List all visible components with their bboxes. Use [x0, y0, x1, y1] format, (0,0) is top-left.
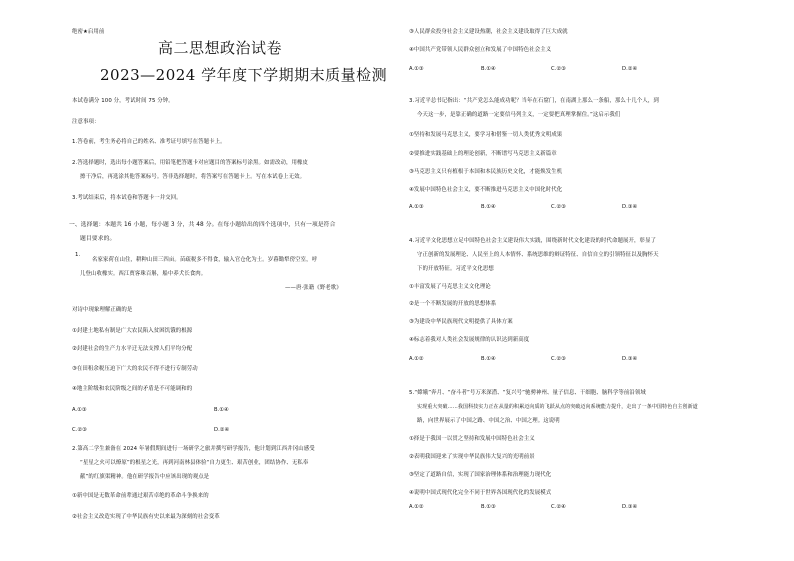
question-1-choice-b: B.①④ [214, 407, 229, 413]
question-3-choice-c: C.②③ [551, 204, 566, 210]
note-3: 3.考试结束后，将本试卷和答题卡一并交回。 [72, 195, 182, 201]
question-3-option-2: ②要推进实践基础上的理论创新，不断谱写马克思主义新篇章 [409, 151, 557, 157]
question-1-option-1: ①封建土地私有制是广大农民陷入贫困饥饿的根源 [72, 328, 193, 334]
question-5-line2: 实现重大突破……我国科技实力正在从量的积累迈向质的飞跃从点的突破迈向系统能力提升，走出了一条中国特色自主创新道 [417, 404, 698, 410]
question-1-choice-d: D.②④ [214, 427, 230, 433]
question-2-option-4: ④中国共产党带领人民群众创立和发展了中国特色社会主义 [409, 47, 552, 53]
question-3-choice-d: D.③④ [622, 204, 638, 210]
question-2-line2: “星星之火可以燎原”的根星之光，再到河南林县体验“自力更生、艰苦创业，团结协作、无私奉 [80, 460, 309, 466]
question-2-choice-a: A.①③ [409, 66, 424, 72]
question-5-choice-c: C.②④ [551, 504, 566, 510]
note-2-line1: 2.答选择题时，选出每小题答案后，用铅笔把答题卡对应题目的答案标号涂黑。如需改动，用橡皮 [72, 160, 308, 166]
section-1-heading: 一、选择题：本题共 16 小题，每小题 3 分，共 48 分。在每小题给出的四个选项中，只有一项是符合 [69, 222, 336, 228]
question-3-choice-b: B.①④ [481, 204, 496, 210]
question-1-option-3: ③在田租余税压迫下广大的农民不得不进行专制劳动 [72, 366, 198, 372]
question-4-line2: 守正创新的发展理论、人民至上的人本情怀、系统思维的辩证特征、自信自立的引领特征以及胸怀天 [417, 252, 659, 258]
question-3-choice-a: A.①③ [409, 204, 424, 210]
secret-mark: 绝密★启用前 [72, 29, 105, 35]
question-4-line1: 4.习近平文化思想立足中国特色社会主义建设伟大实践，围绕新时代文化建设的时代命题展开，彰显了 [409, 238, 656, 244]
question-5-line3: 路，向世界展示了中国之路、中国之治、中国之理。这说明 [417, 418, 560, 424]
question-1-option-2: ②封建社会的生产力水平迁无法支撑人们平均分配 [72, 346, 193, 352]
question-1-choice-c: C.②③ [72, 427, 87, 433]
question-2-choice-c: C.②③ [551, 66, 566, 72]
question-4-line3: 下的开放特征。习近平文化思想 [417, 266, 494, 272]
question-2-option-1: ①新中国是无数革命前辈通过艰苦卓绝的革命斗争换来的 [72, 493, 209, 499]
question-5-option-1: ①择是于我国一以贯之坚持和发展中国特色社会主义 [409, 436, 535, 442]
question-4-option-1: ①丰富发展了马克思主义文化理论 [409, 284, 491, 290]
poem-line-2: 儿登山收橡实。西江贾客珠百斛，船中养犬长食肉。 [80, 271, 207, 277]
question-2-option-2: ②社会主义改造实现了中华民族有史以来最为深刻的社会变革 [72, 514, 220, 520]
question-4-choice-d: D.③④ [622, 356, 638, 362]
question-5-line1: 5.“嫦娥”奔月、“奋斗者”号万米深潜、“复兴号”驰骋神州、量子信息、干细胞、脑科学等前沿领域 [409, 390, 646, 396]
question-5-option-2: ②表明我国迎来了实现中华民族伟大复兴的光明前景 [409, 454, 535, 460]
question-4-option-4: ④标志着我对人类社会发展规律的认识达到新高度 [409, 337, 530, 343]
question-3-option-1: ①坚持和发展马克思主义，要学习和借鉴一切人类优秀文明成果 [409, 132, 563, 138]
exam-info: 本试卷满分 100 分，考试时间 75 分钟。 [72, 98, 174, 104]
question-5-option-3: ③坚定了道路自信，实现了国家治理体系和治理能力现代化 [409, 472, 552, 478]
section-1-heading-cont: 题目要求的。 [80, 236, 116, 242]
question-4-choice-b: B.①④ [481, 356, 496, 362]
question-3-option-3: ③马克思主义只有植根于本国和本民族历史文化，才能焕发生机 [409, 169, 563, 175]
note-2-line2: 擦干净后，再选涂其他答案标号。答非选择题时，将答案写在答题卡上。写在本试卷上无效。 [80, 174, 306, 180]
poem-line-1: 名家家荷在山住，耕种山田三四亩。苗疏税多不得食，输入官仓化为土。岁暮锄犁傍空室，呼 [92, 257, 318, 263]
question-5-choice-d: D.③④ [622, 504, 638, 510]
question-4-choice-c: C.②③ [551, 356, 566, 362]
question-4-option-2: ②是一个不断发展的开放的思想体系 [409, 301, 497, 307]
question-3-line2: 今天这一步，是靠正确的道路一定要信马列主义，一定要把真理掌握住。”这启示我们 [417, 112, 621, 118]
notes-title: 注意事项： [72, 119, 100, 125]
exam-subtitle: 2023—2024 学年度下学期期末质量检测 [100, 66, 388, 84]
question-5-option-4: ④说明中国式现代化完全不同于世界各国现代化的发展模式 [409, 490, 552, 496]
question-3-option-4: ④发展中国特色社会主义，要不断推进马克思主义中国化时代化 [409, 187, 563, 193]
question-4-choice-a: A.①② [409, 356, 424, 362]
poem-source: ——唐·张籍《野老歌》 [285, 285, 342, 291]
question-1-number: 1. [75, 252, 81, 258]
question-1-stem: 对诗中现象理解正确的是 [72, 307, 133, 313]
question-3-line1: 3.习近平总书记指出：“共产党怎么能成功呢？当年在石窟门，在南湖上那么一条船，那么十几个人，到 [409, 98, 659, 104]
question-1-choice-a: A.①③ [72, 407, 87, 413]
question-5-choice-b: B.①③ [481, 504, 496, 510]
exam-title: 高二思想政治试卷 [158, 39, 283, 57]
question-1-option-4: ④地主阶级和农民阶级之间的矛盾是不可能调和的 [72, 386, 193, 392]
question-4-option-3: ③为建设中华民族现代文明提供了具体方案 [409, 319, 513, 325]
question-5-choice-a: A.①② [409, 504, 424, 510]
question-2-line3: 献”的红旗渠精神。他在研学报告中应该出现的观点是 [80, 474, 210, 480]
question-2-choice-b: B.①④ [481, 66, 496, 72]
note-1: 1.答卷前，考生务必将自己的姓名、准考证号填写在答题卡上。 [72, 139, 226, 145]
question-2-choice-d: D.②④ [622, 66, 638, 72]
question-2-line1: 2.第高二学生兼备在 2024 年暑假期间进行一场研学之旅并撰写研学报告，他计划到江西井冈山感受 [72, 446, 315, 452]
question-2-option-3: ③人民群众投身社会主义建设热潮，社会主义建设取得了巨大成就 [409, 29, 568, 35]
